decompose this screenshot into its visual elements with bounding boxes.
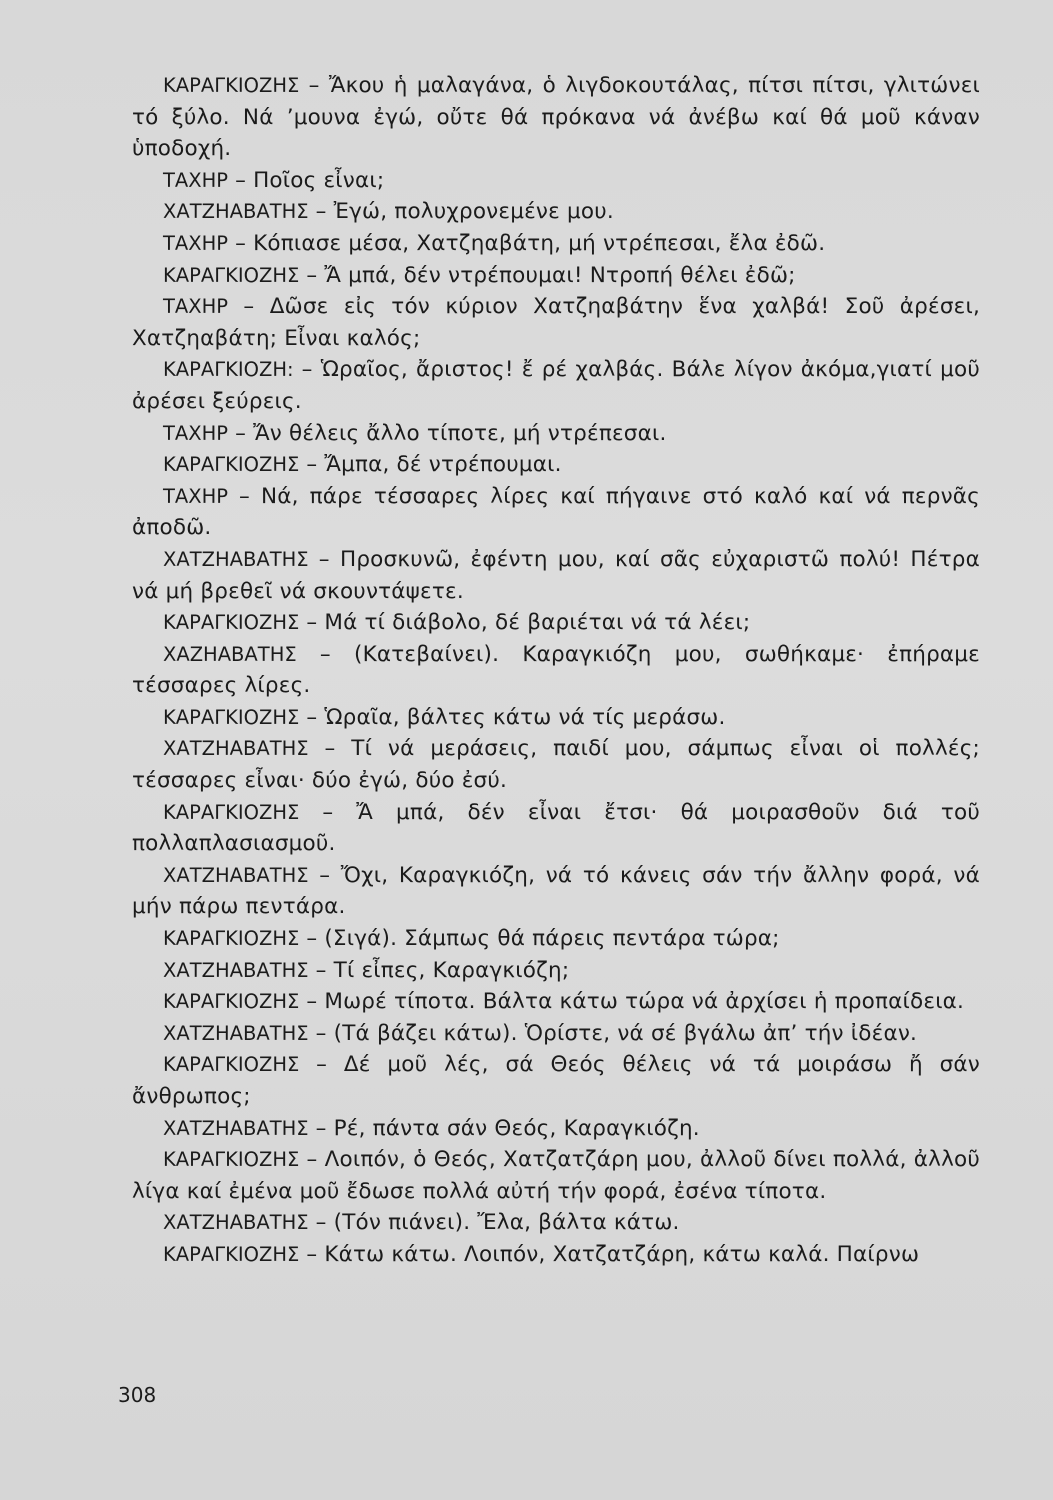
speaker-name: ΚΑΡΑΓΚΙΟΖΗΣ [163,1148,300,1172]
line-text: – Ποῖος εἶναι; [228,167,385,193]
line-text: – Νά, πάρε τέσσαρες λίρες καί πήγαινε στό καλό καί νά περνᾶς ἀποδῶ. [132,483,980,541]
dialogue-line-7 [132,354,980,417]
line-text: – Τί νά μεράσεις, παιδί μου, σάμπως εἶναι οἱ πολλές; τέσσαρες εἶναι· δύο ἐγώ, δύο ἐσύ. [132,736,980,794]
line-text: – Ἄκου ἡ μαλαγάνα, ὁ λιγδοκουτάλας, πίτσι πίτσι, γλιτώνει τό ξύλο. Νά ’μουνα ἐγώ, οὔτε θά πρόκανα νά ἀνέβω καί θά μοῦ κάναν ὑποδοχή. [132,73,980,162]
speaker-name: ΧΑΤΖΗΑΒΑΤΗΣ [163,958,309,982]
dialogue-line-17 [132,860,980,923]
line-text: – Λοιπόν, ὁ Θεός, Χατζατζάρη μου, ἀλλοῦ δίνει πολλά, ἀλλοῦ λίγα καί ἐμένα μοῦ ἔδωσε πολλά αὐτή τήν φορά, ἐσένα τίποτα. [132,1147,980,1204]
dialogue-line-14 [132,702,980,734]
dialogue-line-3 [132,196,980,228]
speaker-name: ΚΑΡΑΓΚΙΟΖΗΣ [163,453,300,477]
dialogue-line-12 [132,607,980,639]
speaker-name: ΚΑΡΑΓΚΙΟΖΗΣ [163,705,300,729]
speaker-name: ΤΑΧΗΡ [163,295,229,319]
dialogue-line-6 [132,291,980,354]
line-text: – (Σιγά). Σάμπως θά πάρεις πεντάρα τώρα; [299,926,780,952]
speaker-name: ΤΑΧΗΡ [163,168,229,192]
dialogue-line-10 [132,481,980,544]
speaker-name: ΧΑΤΖΗΑΒΑΤΗΣ [163,863,309,887]
dialogue-line-13 [132,639,980,702]
speaker-name: ΚΑΡΑΓΚΙΟΖΗΣ [163,990,300,1014]
line-text: – Ἄμπα, δέ ντρέπουμαι. [299,452,562,478]
speaker-name: ΧΑΤΖΗΑΒΑΤΗΣ [163,200,309,224]
line-text: – Ρέ, πάντα σάν Θεός, Καραγκιόζη. [308,1115,700,1141]
speaker-name: ΤΑΧΗΡ [163,421,229,445]
speaker-name: ΧΑΖΗΑΒΑΤΗΣ [163,642,297,666]
line-text: – Μά τί διάβολο, δέ βαριέται νά τά λέει; [299,610,751,636]
speaker-name: ΚΑΡΑΓΚΙΟΖΗΣ [163,1053,300,1077]
dialogue-line-11 [132,544,980,607]
dialogue-line-20 [132,986,980,1018]
speaker-name: ΧΑΤΖΗΑΒΑΤΗΣ [163,737,309,761]
speaker-name: ΚΑΡΑΓΚΙΟΖΗΣ [163,263,300,287]
speaker-name: ΧΑΤΖΗΑΒΑΤΗΣ [163,547,309,571]
dialogue-line-16 [132,797,980,860]
line-text: – Μωρέ τίποτα. Βάλτα κάτω τώρα νά ἀρχίσει ἡ προπαίδεια. [299,989,965,1015]
line-text: – Ἐγώ, πολυχρονεμένε μου. [308,199,614,225]
dialogue-line-25 [132,1207,980,1239]
speaker-name: ΚΑΡΑΓΚΙΟΖΗΣ [163,74,300,97]
line-text: – Δῶσε εἰς τόν κύριον Χατζηαβάτην ἕνα χαλβά! Σοῦ ἀρέσει, Χατζηαβάτη; Εἶναι καλός; [132,294,980,351]
speaker-name: ΚΑΡΑΓΚΙΟΖΗΣ [163,800,300,824]
speaker-name: ΚΑΡΑΓΚΙΟΖΗΣ [163,927,300,951]
speaker-name: ΚΑΡΑΓΚΙΟΖΗ: [163,358,294,382]
line-text: – Τί εἶπες, Καραγκιόζη; [308,957,570,983]
dialogue-line-19 [132,955,980,987]
dialogue-line-5 [132,260,980,292]
speaker-name: ΚΑΡΑΓΚΙΟΖΗΣ [163,1242,300,1266]
dialogue-line-22 [132,1049,980,1112]
dialogue-line-24 [132,1144,980,1207]
dialogue-line-2 [132,165,980,197]
line-text: – Ὄχι, Καραγκιόζη, νά τό κάνεις σάν τήν ἄλλην φορά, νά μήν πάρω πεντάρα. [132,862,980,920]
line-text: – Κόπιασε μέσα, Χατζηαβάτη, μή ντρέπεσαι, ἔλα ἐδῶ. [228,230,826,256]
line-text: – Ὡραῖα, βάλτες κάτω νά τίς μεράσω. [299,704,726,730]
speaker-name: ΧΑΤΖΗΑΒΑΤΗΣ [163,1021,309,1045]
line-text: – (Κατεβαίνει). Καραγκιόζη μου, σωθήκαμε· ἐπήραμε τέσσαρες λίρες. [132,641,980,699]
line-text: – Δέ μοῦ λές, σά Θεός θέλεις νά τά μοιράσω ἤ σάν ἄνθρωπος; [132,1052,980,1109]
dialogue-line-8 [132,418,980,450]
speaker-name: ΤΑΧΗΡ [163,231,229,255]
dialogue-line-1 [132,70,980,165]
dialogue-line-23 [132,1113,980,1145]
dialogue-line-9 [132,449,980,481]
dialogue-line-4 [132,228,980,260]
page-number: 308 [118,1383,157,1407]
dialogue-line-15 [132,733,980,796]
speaker-name: ΤΑΧΗΡ [163,484,229,508]
speaker-name: ΚΑΡΑΓΚΙΟΖΗΣ [163,611,300,635]
line-text: – Ἄ μπά, δέν ντρέπουμαι! Ντροπή θέλει ἐδῶ; [299,262,796,288]
dialogue-line-21 [132,1018,980,1050]
speaker-name: ΧΑΤΖΗΑΒΑΤΗΣ [163,1116,309,1140]
line-text: – Ἄ μπά, δέν εἶναι ἔτσι· θά μοιρασθοῦν διά τοῦ πολλαπλασιασμοῦ. [132,799,980,857]
line-text: – Ὡραῖος, ἄριστος! ἔ ρέ χαλβάς. Βάλε λίγον ἀκόμα,γιατί μοῦ ἀρέσει ξεύρεις. [132,357,980,414]
dialogue-line-18 [132,923,980,955]
line-text: – (Τά βάζει κάτω). Ὁρίστε, νά σέ βγάλω ἀπ’ τήν ἰδέαν. [308,1020,918,1046]
speaker-name: ΧΑΤΖΗΑΒΑΤΗΣ [163,1211,309,1235]
line-text: – Κάτω κάτω. Λοιπόν, Χατζατζάρη, κάτω καλά. Παίρνω [299,1241,920,1267]
line-text: – (Τόν πιάνει). Ἔλα, βάλτα κάτω. [308,1210,680,1236]
dialogue-text [132,70,980,1271]
line-text: – Προσκυνῶ, ἐφέντη μου, καί σᾶς εὐχαριστῶ πολύ! Πέτρα νά μή βρεθεῖ νά σκουντάψετε. [132,546,980,604]
dialogue-line-26 [132,1239,980,1271]
line-text: – Ἄν θέλεις ἄλλο τίποτε, μή ντρέπεσαι. [228,420,667,446]
